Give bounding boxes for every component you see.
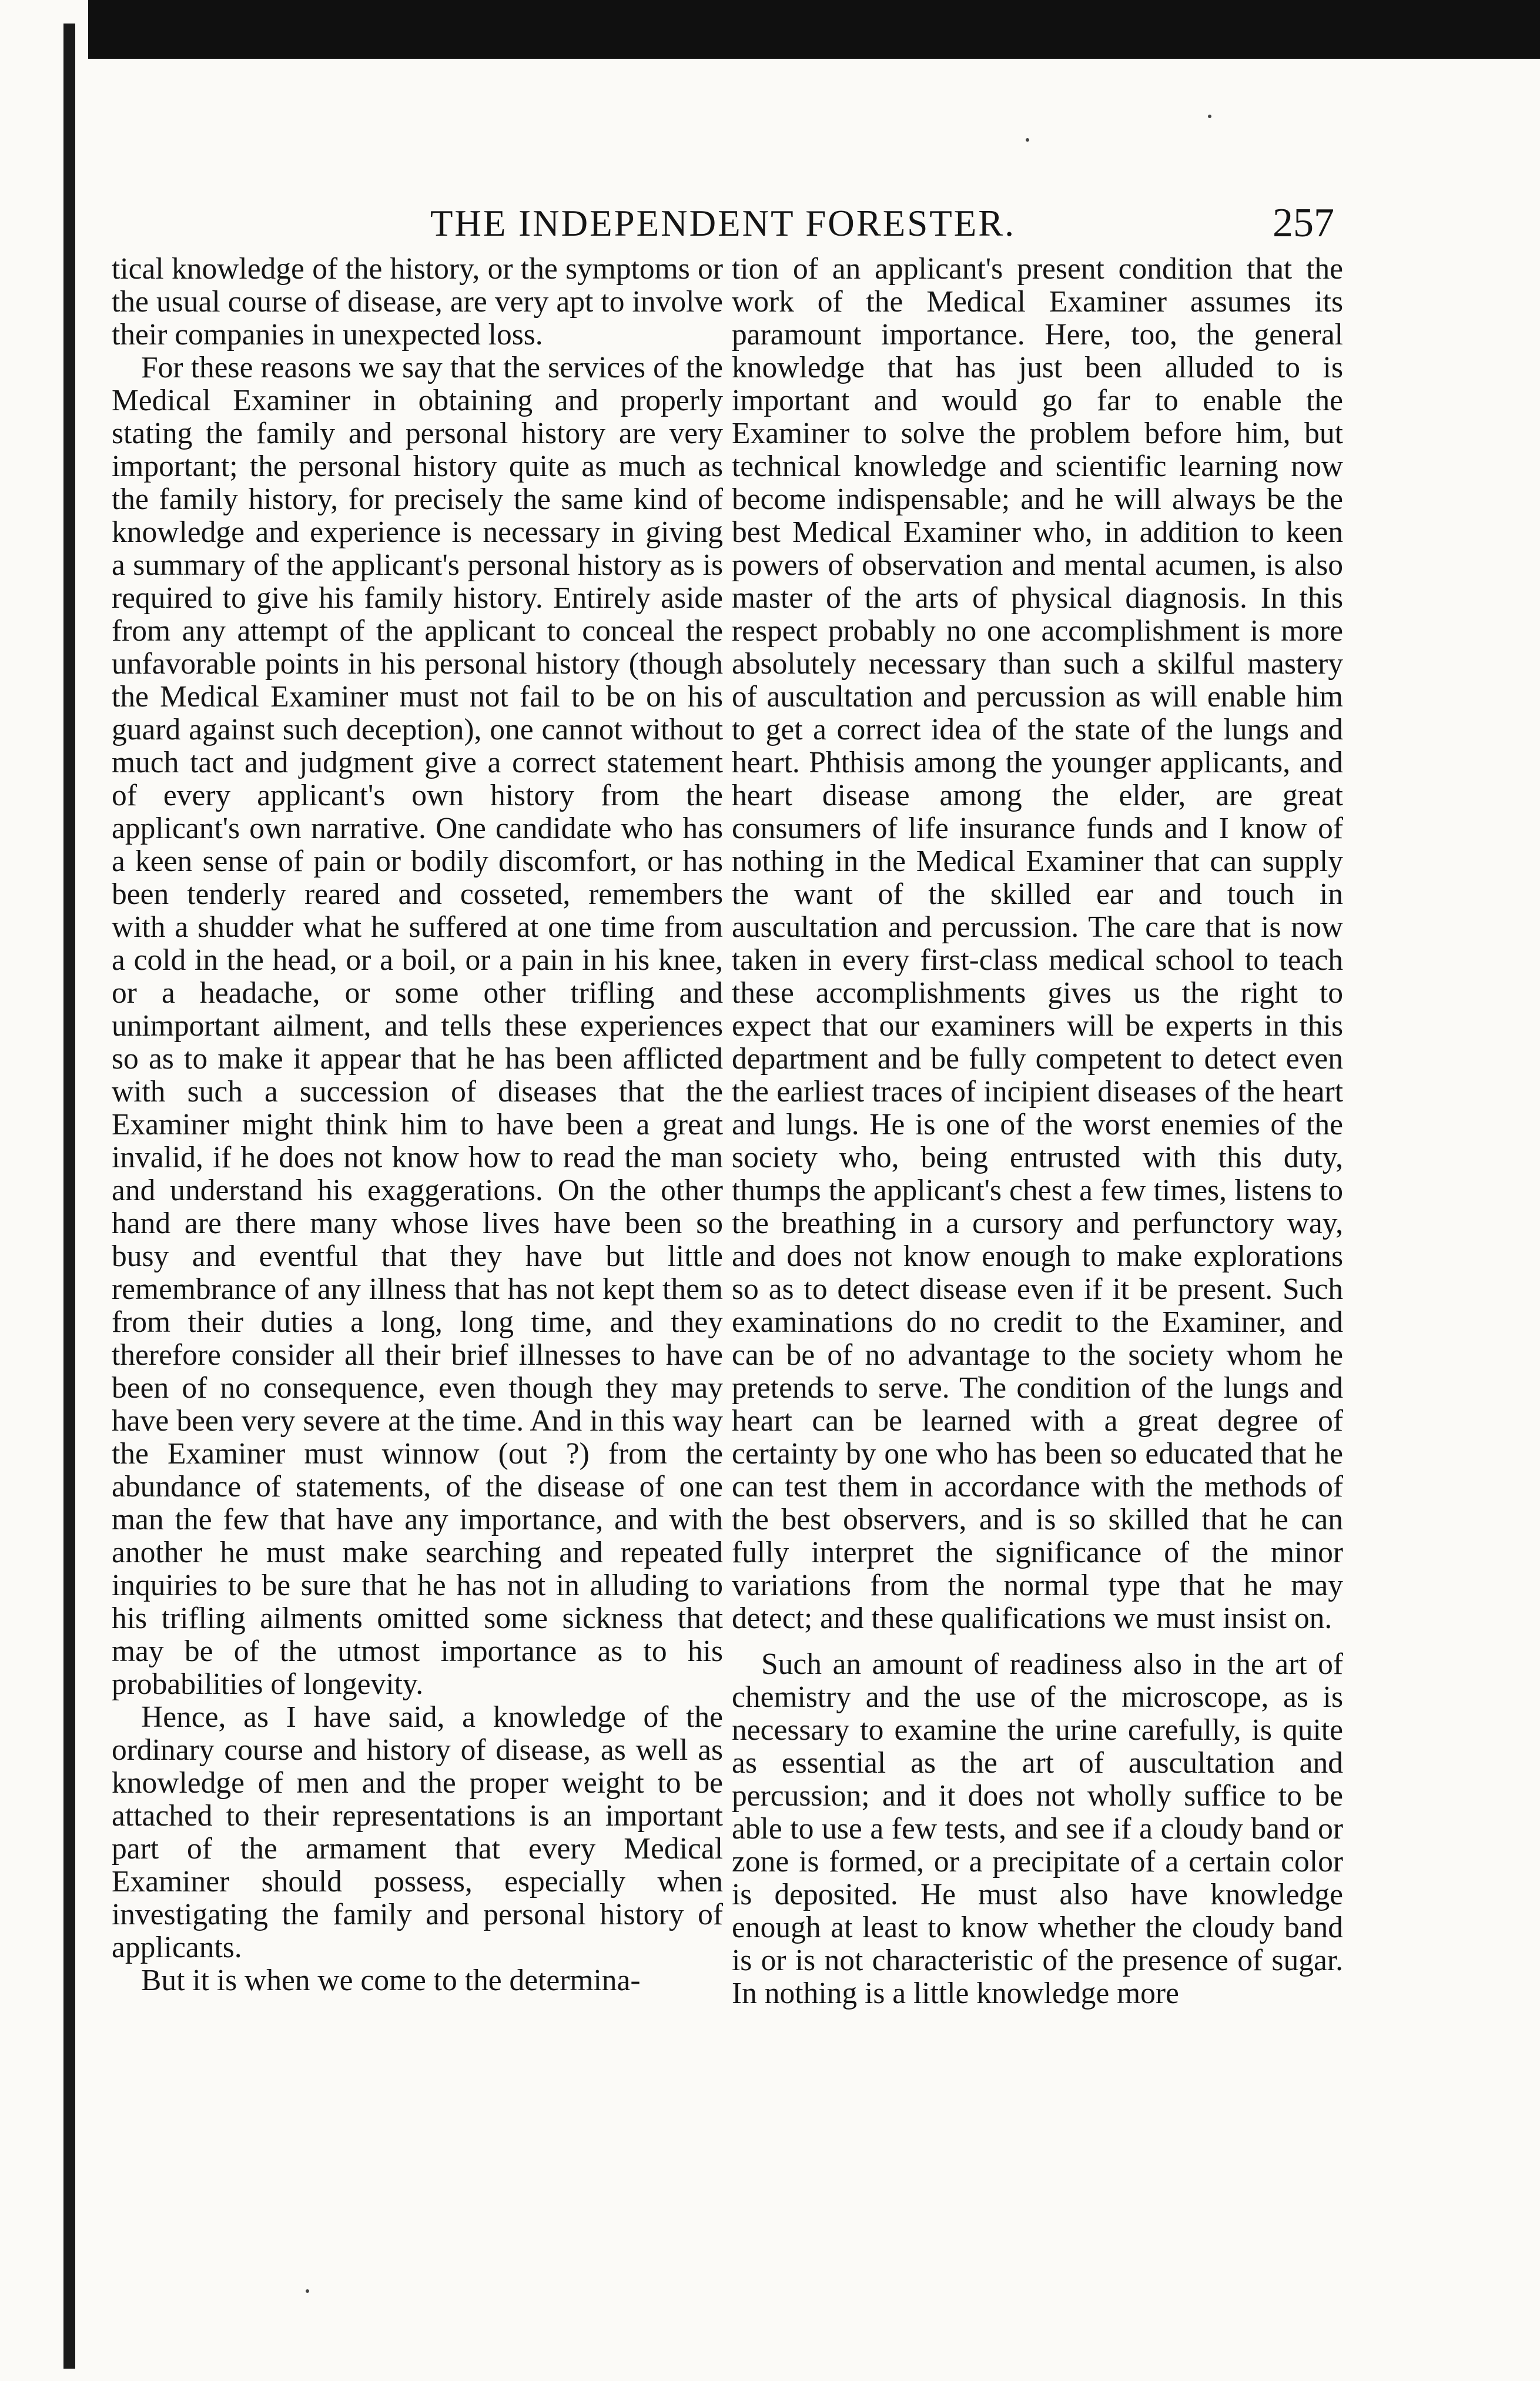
paragraph: tical knowledge of the history, or the symptoms or the usual course of disease, are very apt to involve their companies in unexpected loss. bbox=[112, 252, 723, 351]
scan-edge-shadow bbox=[88, 0, 1540, 59]
scan-speck bbox=[1208, 115, 1211, 118]
paragraph: tion of an applicant's present condition that the work of the Medical Examiner assumes its paramount importance. Here, too, the general knowledge that has just been alluded to is important and would go far to enable the Examiner to solve the problem before him, but technical knowledge and scientific learning now become indispensable; and he will always be the best Medical Examiner who, in addition to keen powers of observation and mental acumen, is also master of the arts of physical diagnosis. In this respect probably no one accomplishment is more absolutely necessary than such a skilful mastery of auscultation and percussion as will enable him to get a correct idea of the state of the lungs and heart. Phthisis among the younger applicants, and heart disease among the elder, are great consumers of life insurance funds and I know of nothing in the Medical Examiner that can supply the want of the skilled ear and touch in auscultation and percussion. The care that is now taken in every first-class medical school to teach these accomplishments gives us the right to expect that our examiners will be experts in this department and be fully competent to detect even the earliest traces of incipient diseases of the heart and lungs. He is one of the worst enemies of the society who, being entrusted with this duty, thumps the applicant's chest a few times, listens to the breathing in a cursory and perfunctory way, and does not know enough to make explorations so as to detect disease even if it be present. Such examinations do no credit to the Examiner, and can be of no advantage to the society whom he pretends to serve. The condition of the lungs and heart can be learned with a great degree of certainty by one who has been so educated that he can test them in accordance with the methods of the best observers, and is so skilled that he can fully interpret the significance of the minor variations from the normal type that he may detect; and these qualifications we must insist on. bbox=[732, 252, 1343, 1635]
paragraph: Hence, as I have said, a knowledge of the ordinary course and history of disease, as well as knowledge of men and the proper weight to be attached to their representations is an important part of the armament that every Medical Examiner should possess, especially when investigating the family and personal history of applicants. bbox=[112, 1700, 723, 1964]
paragraph: Such an amount of readiness also in the art of chemistry and the use of the microscope, as is necessary to examine the urine carefully, is quite as essential as the art of auscultation and percussion; and it does not wholly suffice to be able to use a few tests, and see if a cloudy band or zone is formed, or a precipitate of a certain color is deposited. He must also have knowledge enough at least to know whether the cloudy band is or is not characteristic of the presence of sugar. In nothing is a little knowledge more bbox=[732, 1647, 1343, 2010]
scan-speck bbox=[306, 2289, 309, 2293]
page-number: 257 bbox=[1273, 200, 1334, 246]
left-column bbox=[112, 253, 723, 1997]
scan-speck bbox=[1026, 138, 1029, 142]
right-column bbox=[732, 253, 1343, 2010]
binding-gutter-line bbox=[63, 24, 75, 2369]
paragraph: But it is when we come to the determina- bbox=[141, 1964, 641, 1997]
paragraph: For these reasons we say that the services of the Medical Examiner in obtaining and properly stating the family and personal history are very important; the personal history quite as much as the family history, for precisely the same kind of knowledge and experience is necessary in giving a summary of the applicant's personal history as is required to give his family history. Entirely aside from any attempt of the applicant to conceal the unfavorable points in his personal history (though the Medical Examiner must not fail to be on his guard against such deception), one cannot without much tact and judgment give a correct statement of every applicant's own history from the applicant's own narrative. One candidate who has a keen sense of pain or bodily discomfort, or has been tenderly reared and cosseted, remembers with a shudder what he suffered at one time from a cold in the head, or a boil, or a pain in his knee, or a headache, or some other trifling and unimportant ailment, and tells these experiences so as to make it appear that he has been afflicted with such a succession of diseases that the Examiner might think him to have been a great invalid, if he does not know how to read the man and understand his exaggerations. On the other hand are there many whose lives have been so busy and eventful that they have but little remembrance of any illness that has not kept them from their duties a long, long time, and they therefore consider all their brief illnesses to have been of no consequence, even though they may have been very severe at the time. And in this way the Examiner must winnow (out ?) from the abundance of statements, of the disease of one man the few that have any importance, and with another he must make searching and repeated inquiries to be sure that he has not in alluding to his trifling ailments omitted some sickness that may be of the utmost importance as to his probabilities of longevity. bbox=[112, 351, 723, 1701]
page-title: THE INDEPENDENT FORESTER. bbox=[430, 203, 1016, 244]
